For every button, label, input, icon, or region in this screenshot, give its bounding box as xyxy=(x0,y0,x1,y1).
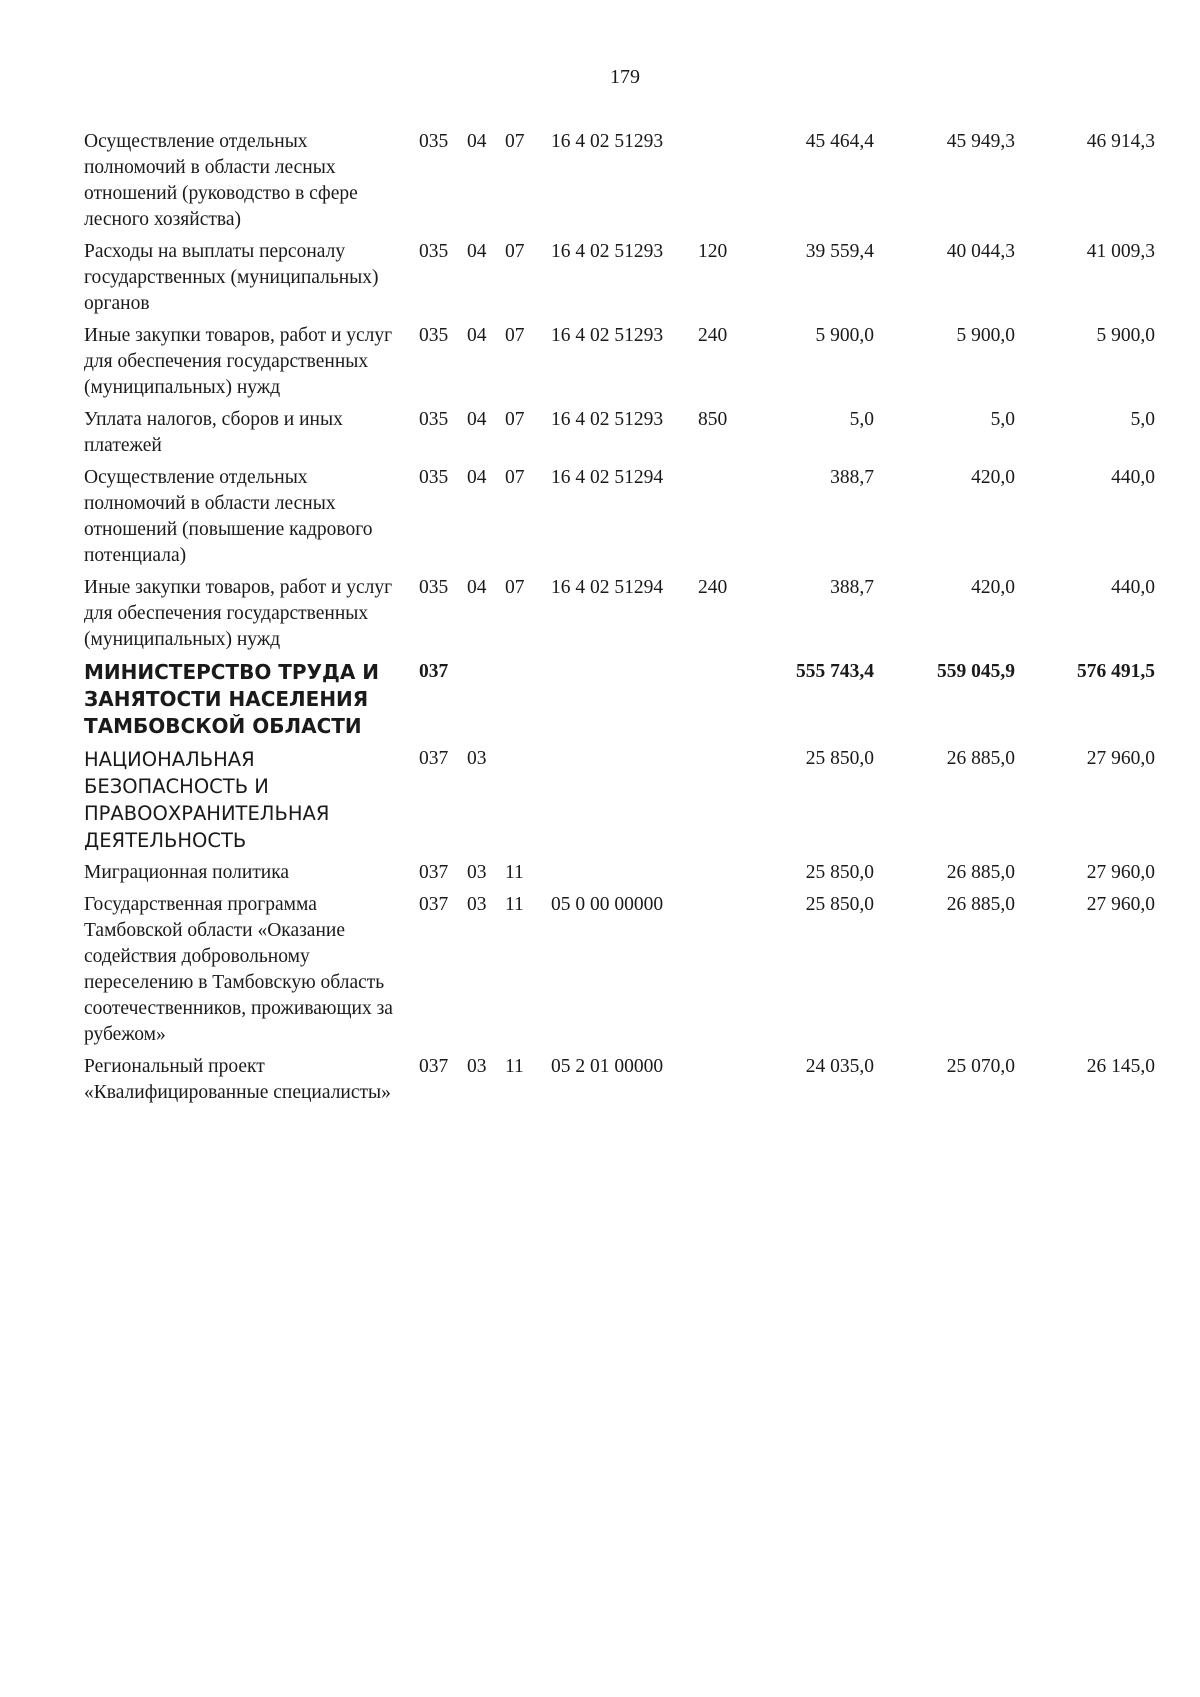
row-pr: 07 xyxy=(505,409,525,430)
row-name: Расходы на выплаты персоналу государственных (муниципальных) органов xyxy=(84,241,379,314)
row-year-1: 25 850,0 xyxy=(805,748,874,769)
row-csr: 05 0 00 00000 xyxy=(551,894,664,915)
row-year-3: 440,0 xyxy=(1111,467,1155,488)
row-year-1: 5,0 xyxy=(849,409,874,430)
row-csr: 16 4 02 51293 xyxy=(551,409,664,430)
budget-table xyxy=(0,129,1200,1112)
row-year-1: 39 559,4 xyxy=(805,241,874,262)
table-row xyxy=(0,892,1200,1048)
row-year-2: 5 900,0 xyxy=(956,325,1015,346)
row-pr: 07 xyxy=(505,325,525,346)
row-year-3: 5,0 xyxy=(1130,409,1155,430)
row-year-1: 24 035,0 xyxy=(805,1056,874,1077)
row-ved: 035 xyxy=(419,241,449,262)
row-csr: 16 4 02 51294 xyxy=(551,467,664,488)
row-name: Региональный проект «Квалифицированные специалисты» xyxy=(84,1056,391,1103)
row-year-2: 420,0 xyxy=(971,577,1015,598)
row-name: МИНИСТЕРСТВО ТРУДА И ЗАНЯТОСТИ НАСЕЛЕНИЯ ТАМБОВСКОЙ ОБЛАСТИ xyxy=(84,660,379,738)
row-name: НАЦИОНАЛЬНАЯ БЕЗОПАСНОСТЬ И ПРАВООХРАНИТЕЛЬНАЯ ДЕЯТЕЛЬНОСТЬ xyxy=(84,748,330,852)
row-year-3: 27 960,0 xyxy=(1086,748,1155,769)
row-year-2: 25 070,0 xyxy=(946,1056,1015,1077)
row-pr: 07 xyxy=(505,241,525,262)
table-row xyxy=(0,129,1200,233)
row-year-3: 440,0 xyxy=(1111,577,1155,598)
table-row-ministry xyxy=(0,659,1200,740)
row-pr: 07 xyxy=(505,467,525,488)
row-ved: 035 xyxy=(419,409,449,430)
row-year-3: 5 900,0 xyxy=(1096,325,1155,346)
row-year-2: 40 044,3 xyxy=(946,241,1015,262)
row-csr: 16 4 02 51294 xyxy=(551,577,664,598)
row-pr: 11 xyxy=(505,894,524,915)
table-row xyxy=(0,575,1200,653)
row-year-1: 388,7 xyxy=(830,577,874,598)
table-row xyxy=(0,407,1200,459)
row-ved: 037 xyxy=(419,862,449,883)
row-ved: 037 xyxy=(419,661,449,682)
row-rz: 04 xyxy=(467,467,487,488)
row-year-2: 45 949,3 xyxy=(946,131,1015,152)
row-rz: 04 xyxy=(467,577,487,598)
row-year-2: 559 045,9 xyxy=(937,661,1015,682)
row-csr: 05 2 01 00000 xyxy=(551,1056,664,1077)
row-rz: 03 xyxy=(467,748,487,769)
row-csr: 16 4 02 51293 xyxy=(551,241,664,262)
row-pr: 11 xyxy=(505,1056,524,1077)
row-year-2: 5,0 xyxy=(990,409,1015,430)
row-rz: 04 xyxy=(467,131,487,152)
row-name: Уплата налогов, сборов и иных платежей xyxy=(84,409,343,456)
row-year-2: 26 885,0 xyxy=(946,748,1015,769)
row-year-1: 45 464,4 xyxy=(805,131,874,152)
row-year-1: 5 900,0 xyxy=(815,325,874,346)
table-row xyxy=(0,239,1200,317)
row-vr: 850 xyxy=(698,409,728,430)
row-ved: 035 xyxy=(419,325,449,346)
row-year-2: 420,0 xyxy=(971,467,1015,488)
row-name: Государственная программа Тамбовской области «Оказание содействия добровольному переселению в Тамбовскую область соотечественников, проживающих за рубежом» xyxy=(84,894,393,1045)
row-csr: 16 4 02 51293 xyxy=(551,131,664,152)
table-row-section xyxy=(0,746,1200,854)
row-pr: 11 xyxy=(505,862,524,883)
row-ved: 035 xyxy=(419,577,449,598)
row-year-2: 26 885,0 xyxy=(946,862,1015,883)
row-rz: 04 xyxy=(467,325,487,346)
row-name: Миграционная политика xyxy=(84,862,290,883)
row-vr: 240 xyxy=(698,325,728,346)
table-row xyxy=(0,323,1200,401)
row-year-1: 25 850,0 xyxy=(805,862,874,883)
table-row xyxy=(0,465,1200,569)
row-year-3: 27 960,0 xyxy=(1086,894,1155,915)
row-rz: 03 xyxy=(467,1056,487,1077)
row-year-3: 576 491,5 xyxy=(1077,661,1155,682)
row-year-1: 25 850,0 xyxy=(805,894,874,915)
row-name: Иные закупки товаров, работ и услуг для обеспечения государственных (муниципальных) нужд xyxy=(84,577,393,650)
row-csr: 16 4 02 51293 xyxy=(551,325,664,346)
row-rz: 03 xyxy=(467,862,487,883)
row-pr: 07 xyxy=(505,577,525,598)
table-row xyxy=(0,1054,1200,1106)
row-name: Осуществление отдельных полномочий в области лесных отношений (руководство в сфере лесного хозяйства) xyxy=(84,131,358,230)
row-year-3: 41 009,3 xyxy=(1086,241,1155,262)
row-rz: 04 xyxy=(467,409,487,430)
row-ved: 035 xyxy=(419,467,449,488)
page-number: 179 xyxy=(610,66,640,88)
row-year-3: 46 914,3 xyxy=(1086,131,1155,152)
row-year-1: 555 743,4 xyxy=(796,661,874,682)
row-name: Осуществление отдельных полномочий в области лесных отношений (повышение кадрового потенциала) xyxy=(84,467,373,566)
row-ved: 037 xyxy=(419,748,449,769)
row-rz: 04 xyxy=(467,241,487,262)
row-rz: 03 xyxy=(467,894,487,915)
row-vr: 240 xyxy=(698,577,728,598)
table-row xyxy=(0,860,1200,886)
row-vr: 120 xyxy=(698,241,728,262)
row-pr: 07 xyxy=(505,131,525,152)
row-year-1: 388,7 xyxy=(830,467,874,488)
row-ved: 037 xyxy=(419,894,449,915)
row-ved: 035 xyxy=(419,131,449,152)
row-year-3: 27 960,0 xyxy=(1086,862,1155,883)
row-ved: 037 xyxy=(419,1056,449,1077)
row-year-2: 26 885,0 xyxy=(946,894,1015,915)
row-year-3: 26 145,0 xyxy=(1086,1056,1155,1077)
row-name: Иные закупки товаров, работ и услуг для обеспечения государственных (муниципальных) нужд xyxy=(84,325,393,398)
